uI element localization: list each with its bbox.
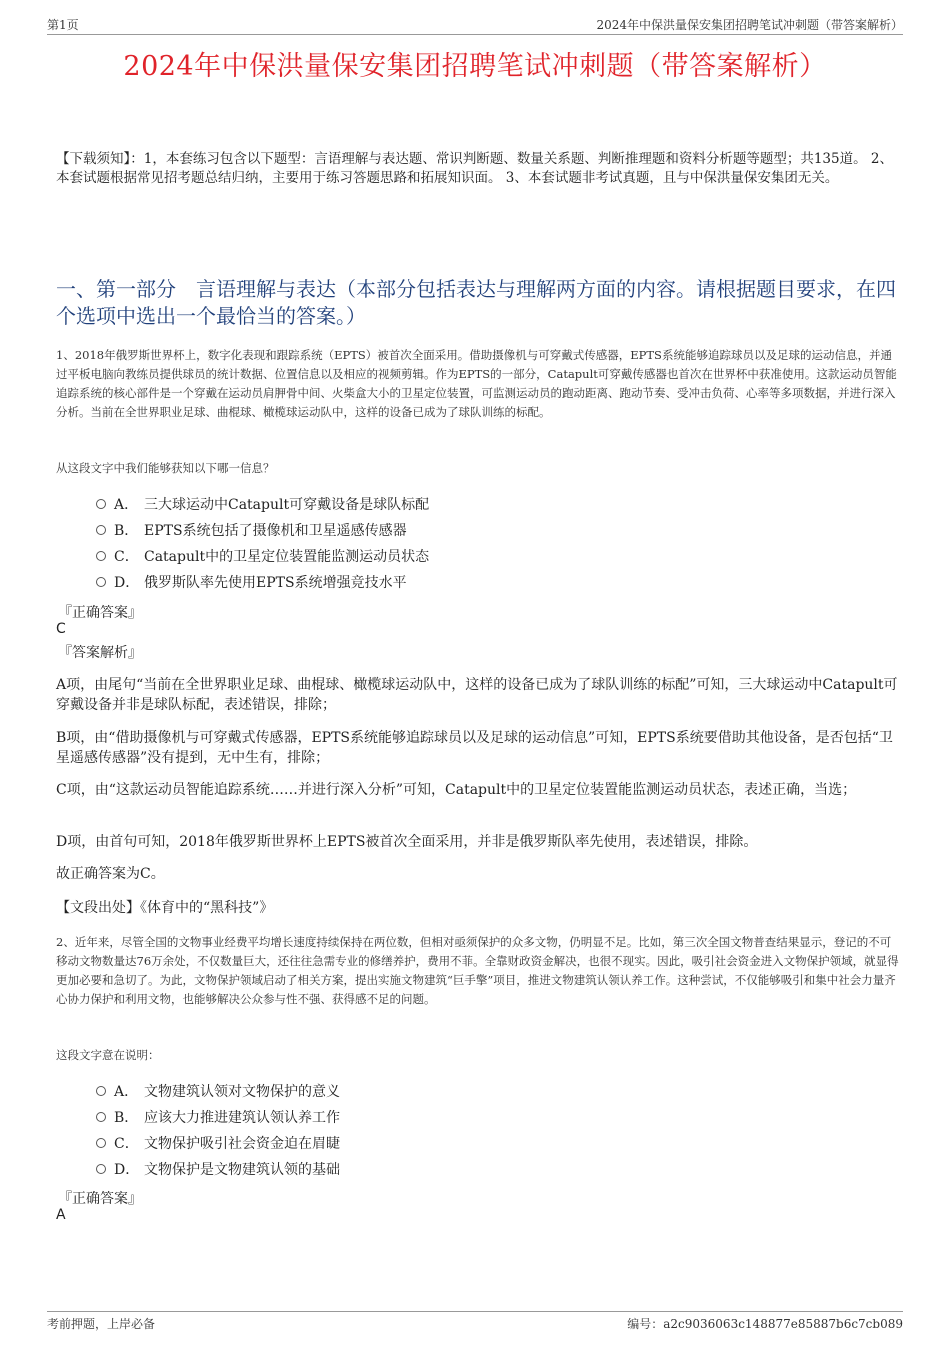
page-footer — [47, 1311, 903, 1334]
question-1-option-b[interactable] — [96, 521, 407, 541]
option-text: 文物保护吸引社会资金迫在眉睫 — [144, 1136, 340, 1152]
option-key: C． — [114, 1136, 139, 1152]
question-1-option-a[interactable] — [96, 495, 429, 515]
question-1-answer: C — [56, 621, 66, 637]
question-2-answer-label: 『正确答案』 — [58, 1191, 142, 1207]
analysis-paragraph-c: C项，由“这款运动员智能追踪系统……并进行深入分析”可知，Catapult中的卫星定位装置能监测运动员状态，表述正确，当选； — [56, 782, 857, 798]
question-1-ask: 从这段文字中我们能够获知以下哪一信息？ — [56, 461, 275, 475]
analysis-paragraph-b: B项，由“借助摄像机与可穿戴式传感器，EPTS系统能够追踪球员以及足球的运动信息”可知，EPTS系统要借助其他设备，是否包括“卫星遥感传感器”没有提到，无中生有，排除； — [56, 730, 893, 766]
question-2-stem: 2、近年来，尽管全国的文物事业经费平均增长速度持续保持在两位数，但相对亟须保护的众多文物，仍明显不足。比如，第三次全国文物普查结果显示，登记的不可移动文物数量达76万余处，不仅数量巨大，还往往急需专业的修缮养护，费用不菲。全靠财政资金解决，也很不现实。因此，吸引社会资金进入文物保护领域，就显得更加必要和急切了。为此，文物保护领域启动了相关方案，提出实施文物建筑“巨手擎”项目，推进文物建筑认领认养工作。这种尝试，不仅能够吸引和集中社会力量齐心协力保护和利用文物，也能够解决公众参与性不强、获得感不足的问题。 — [56, 935, 899, 1006]
document-title: 2024年中保洪量保安集团招聘笔试冲刺题（带答案解析） — [123, 51, 827, 82]
radio-icon[interactable] — [96, 1112, 106, 1122]
download-notice: 【下载须知】：1，本套练习包含以下题型：言语理解与表达题、常识判断题、数量关系题、判断推理题和资料分析题等题型；共135道。 2、本套试题根据常见招考题总结归纳，主要用于练习答题思路和拓展知识面。 3、本套试题非考试真题，且与中保洪量保安集团无关。 — [56, 151, 893, 186]
page-header — [47, 14, 903, 35]
radio-icon[interactable] — [96, 499, 106, 509]
question-2-ask: 这段文字意在说明： — [56, 1048, 160, 1062]
question-1-stem: 1、2018年俄罗斯世界杯上，数字化表现和跟踪系统（EPTS）被首次全面采用。借助摄像机与可穿戴式传感器，EPTS系统能够追踪球员以及足球的运动信息，并通过平板电脑向教练员提供球员的统计数据、位置信息以及相应的视频剪辑。作为EPTS的一部分，Catapult可穿戴传感器也首次在世界杯中获准使用。这款运动员智能追踪系统的核心部件是一个穿戴在运动员肩胛骨中间、火柴盒大小的卫星定位装置，可监测运动员的跑动距离、跑动节奏、受冲击负荷、心率等多项数据，并进行深入分析。当前在全世界职业足球、曲棍球、橄榄球运动队中，这样的设备已成为了球队训练的标配。 — [56, 348, 897, 419]
question-2-option-a[interactable] — [96, 1082, 340, 1102]
footer-doc-id: 编号：a2c9036063c148877e85887b6c7cb089 — [627, 1317, 903, 1331]
option-text: 三大球运动中Catapult可穿戴设备是球队标配 — [144, 497, 430, 513]
option-key: A． — [114, 1084, 139, 1100]
radio-icon[interactable] — [96, 1164, 106, 1174]
analysis-paragraph-d: D项，由首句可知，2018年俄罗斯世界杯上EPTS被首次全面采用，并非是俄罗斯队率先使用，表述错误，排除。 — [56, 834, 758, 850]
radio-icon[interactable] — [96, 1138, 106, 1148]
header-doc-title: 2024年中保洪量保安集团招聘笔试冲刺题（带答案解析） — [596, 18, 903, 32]
option-text: 应该大力推进建筑认领认养工作 — [144, 1110, 340, 1126]
passage-source: 【文段出处】《体育中的“黑科技”》 — [56, 900, 274, 916]
section-title: 一、第一部分 言语理解与表达（本部分包括表达与理解两方面的内容。请根据题目要求，在四个选项中选出一个最恰当的答案。） — [56, 277, 896, 328]
question-2-option-c[interactable] — [96, 1134, 340, 1154]
analysis-conclusion: 故正确答案为C。 — [56, 866, 165, 882]
option-key: D． — [114, 575, 140, 591]
option-text: Catapult中的卫星定位装置能监测运动员状态 — [144, 549, 430, 565]
question-2-option-b[interactable] — [96, 1108, 340, 1128]
option-text: 文物保护是文物建筑认领的基础 — [144, 1162, 340, 1178]
question-2-option-d[interactable] — [96, 1160, 340, 1180]
option-text: 俄罗斯队率先使用EPTS系统增强竞技水平 — [144, 575, 407, 591]
option-key: D． — [114, 1162, 140, 1178]
footer-slogan: 考前押题，上岸必备 — [47, 1317, 156, 1331]
analysis-paragraph-a: A项，由尾句“当前在全世界职业足球、曲棍球、橄榄球运动队中，这样的设备已成为了球队训练的标配”可知，三大球运动中Catapult可穿戴设备并非是球队标配，表述错误，排除； — [56, 677, 898, 713]
page-number: 第1页 — [47, 18, 79, 32]
radio-icon[interactable] — [96, 551, 106, 561]
question-1-option-d[interactable] — [96, 573, 407, 593]
question-1-option-c[interactable] — [96, 547, 429, 567]
option-key: B． — [114, 1110, 139, 1126]
option-text: EPTS系统包括了摄像机和卫星遥感传感器 — [144, 523, 407, 539]
question-1-answer-label: 『正确答案』 — [58, 605, 142, 621]
option-text: 文物建筑认领对文物保护的意义 — [144, 1084, 340, 1100]
question-1-analysis-label: 『答案解析』 — [58, 645, 142, 661]
radio-icon[interactable] — [96, 525, 106, 535]
option-key: A． — [114, 497, 139, 513]
radio-icon[interactable] — [96, 1086, 106, 1096]
option-key: B． — [114, 523, 139, 539]
option-key: C． — [114, 549, 139, 565]
question-2-answer: A — [56, 1207, 66, 1223]
radio-icon[interactable] — [96, 577, 106, 587]
